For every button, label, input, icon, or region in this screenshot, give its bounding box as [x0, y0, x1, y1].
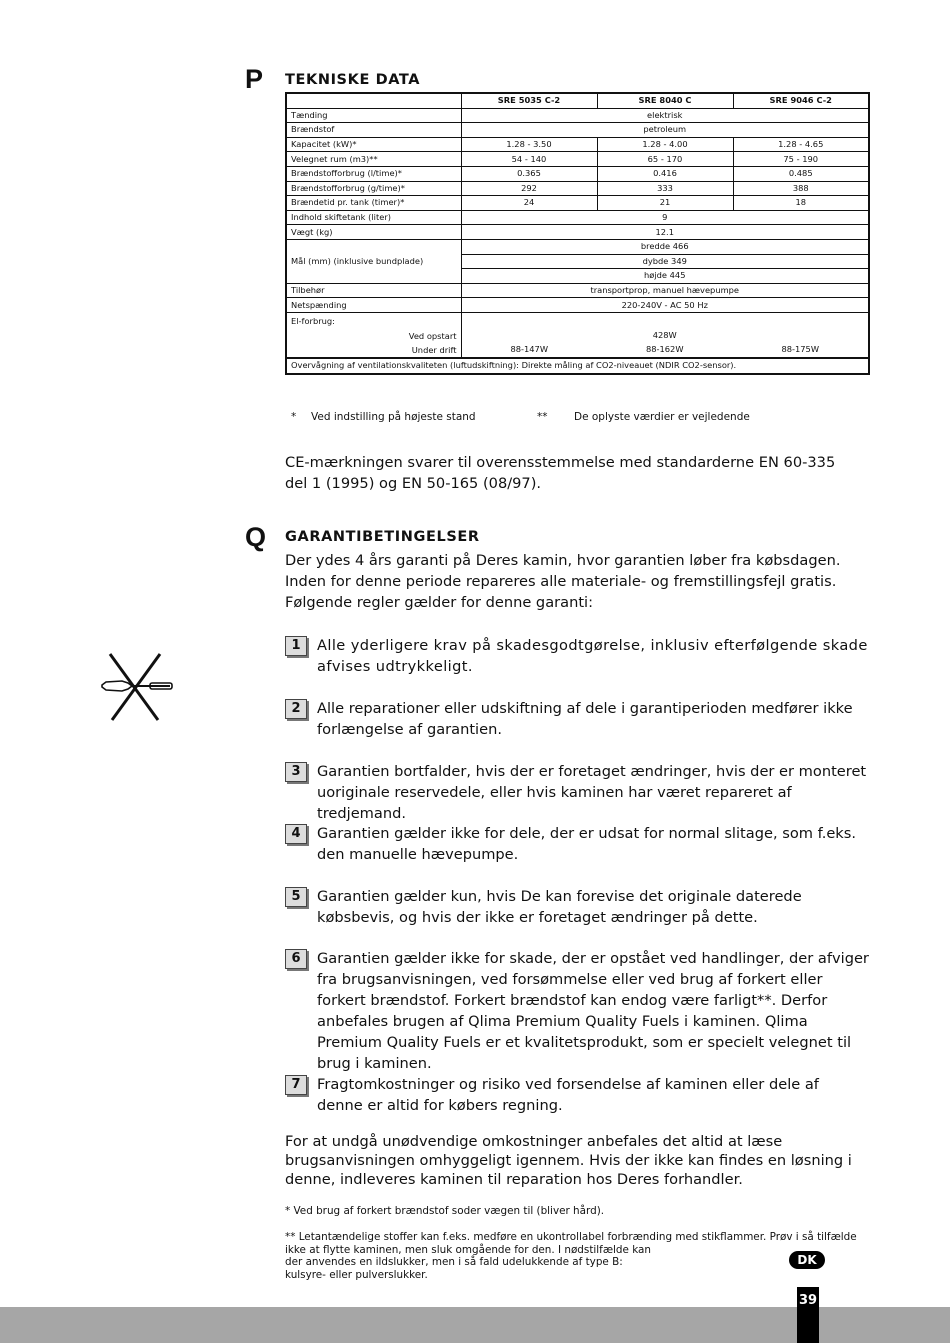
table-row: [286, 239, 869, 254]
cell-value: 88-162W: [645, 343, 684, 354]
flammable-note: [285, 1231, 875, 1281]
cell-value: 88-147W: [510, 343, 549, 354]
technical-data-table: [285, 92, 870, 375]
table-row: [286, 298, 869, 313]
row-label: Netspænding: [286, 298, 461, 313]
cell-value: 24: [461, 196, 597, 211]
cell-value: 0.416: [597, 166, 733, 181]
sub-label: Under drift: [411, 344, 457, 355]
cell-value: 75 - 190: [733, 152, 869, 167]
row-label: Brændstof: [286, 123, 461, 138]
cell-value: 12.1: [461, 225, 869, 240]
item-number-6: 6: [285, 949, 307, 969]
table-row: [286, 358, 869, 374]
table-row: [286, 137, 869, 152]
table-row: [286, 196, 869, 211]
ventilation-monitoring-note: Overvågning af ventilationskvaliteten (luftudskiftning): Direkte måling af CO2-niveauet (NDIR CO2-sensor).: [286, 358, 869, 374]
closing-advice: For at undgå unødvendige omkostninger anbefales det altid at læse brugsanvisningen omhyggeligt igennem. Hvis der ikke kan findes en løsning i denne, indleveres kaminen til reparation hos Deres forhandler.: [285, 1133, 852, 1188]
table-row: [286, 225, 869, 240]
row-label: Tilbehør: [286, 283, 461, 298]
cell-value: 9: [461, 210, 869, 225]
footnote-text: Ved indstilling på højeste stand: [311, 411, 476, 423]
cell-value: 388: [733, 181, 869, 196]
table-row: [286, 166, 869, 181]
cell-value: 220-240V - AC 50 Hz: [461, 298, 869, 313]
ce-statement: CE-mærkningen svarer til overensstemmelse med standarderne EN 60-335 del 1 (1995) og EN 50-165 (08/97).: [285, 454, 836, 492]
elforbrug-label-cell: [286, 312, 461, 358]
table-row: [286, 312, 869, 358]
row-label: Brændstofforbrug (g/time)*: [286, 181, 461, 196]
under-drift-values: [462, 342, 869, 356]
cell-value: bredde 466: [461, 239, 869, 254]
item-number-7: 7: [285, 1075, 307, 1095]
cell-value: 1.28 - 3.50: [461, 137, 597, 152]
table-row: [286, 210, 869, 225]
no-repair-screwdriver-icon: [98, 652, 178, 724]
warranty-intro: Der ydes 4 års garanti på Deres kamin, hvor garantien løber fra købsdagen. Inden for denne periode repareres alle materiale- og fremstillingsfejl gratis. Følgende regler gælder for denne garanti:: [285, 552, 841, 611]
cell-value: 65 - 170: [597, 152, 733, 167]
item-number-1: 1: [285, 636, 307, 656]
table-row: [286, 123, 869, 138]
cell-value: 21: [597, 196, 733, 211]
cell-value: 0.485: [733, 166, 869, 181]
item-number-4: 4: [285, 824, 307, 844]
model-header: SRE 8040 C: [597, 93, 733, 108]
table-row: [286, 108, 869, 123]
footnote-mark: **: [537, 411, 548, 423]
elforbrug-values-cell: [461, 312, 869, 358]
warranty-item-3: Garantien bortfalder, hvis der er foretaget ændringer, hvis der er monteret uoriginale reservedele, eller hvis kaminen har været repareret af tredjemand.: [317, 763, 867, 822]
cell-value: dybde 349: [461, 254, 869, 269]
page-number: 39: [797, 1287, 819, 1343]
row-label: El-forbrug:: [291, 315, 335, 326]
cell-value: transportprop, manuel hævepumpe: [461, 283, 869, 298]
warranty-item-6: Garantien gælder ikke for skade, der er opstået ved handlinger, der afviger fra brugsanvisningen, ved forsømmelse eller ved brug af forkert eller forkert brændstof. Forkert brændstof kan endog være farligt**. Derfor anbefales brugen af Qlima Premium Quality Fuels i kaminen. Qlima Premium Quality Fuels er et kvalitetsprodukt, som er specielt velegnet til brug i kaminen.: [317, 950, 869, 1072]
table-row: [286, 152, 869, 167]
cell-value: elektrisk: [461, 108, 869, 123]
row-label: Brændetid pr. tank (timer)*: [286, 196, 461, 211]
note-line: ikke at flytte kaminen, men sluk omgående for den. I nødstilfælde kan: [285, 1243, 651, 1256]
row-label: Velegnet rum (m3)**: [286, 152, 461, 167]
section-title-garantibetingelser: GARANTIBETINGELSER: [285, 529, 480, 545]
cell-value: petroleum: [461, 123, 869, 138]
sub-label: Ved opstart: [408, 330, 457, 341]
cell-value: 0.365: [461, 166, 597, 181]
warranty-item-1: Alle yderligere krav på skadesgodtgørelse, inklusiv efterfølgende skade afvises udtrykkeligt.: [317, 637, 868, 675]
item-number-3: 3: [285, 762, 307, 782]
item-number-2: 2: [285, 699, 307, 719]
row-label: Kapacitet (kW)*: [286, 137, 461, 152]
model-header: SRE 5035 C-2: [461, 93, 597, 108]
warranty-item-4: Garantien gælder ikke for dele, der er udsat for normal slitage, som f.eks. den manuelle hævepumpe.: [317, 825, 856, 863]
warranty-item-7: Fragtomkostninger og risiko ved forsendelse af kaminen eller dele af denne er altid for købers regning.: [317, 1076, 819, 1114]
cell-value: 54 - 140: [461, 152, 597, 167]
table-row: [286, 181, 869, 196]
footnote-mark: *: [291, 411, 297, 423]
warranty-item-2: Alle reparationer eller udskiftning af dele i garantiperioden medfører ikke forlængelse af garantien.: [317, 700, 853, 738]
row-label: Mål (mm) (inklusive bundplade): [286, 239, 461, 283]
cell-value: 333: [597, 181, 733, 196]
fuel-note: * Ved brug af forkert brændstof soder vægen til (bliver hård).: [285, 1205, 605, 1217]
row-label: Vægt (kg): [286, 225, 461, 240]
table-corner-cell: [286, 93, 461, 108]
language-badge: DK: [789, 1251, 825, 1269]
model-header: SRE 9046 C-2: [733, 93, 869, 108]
section-letter-q: Q: [245, 522, 267, 552]
item-number-5: 5: [285, 887, 307, 907]
row-label: Brændstofforbrug (l/time)*: [286, 166, 461, 181]
note-line: der anvendes en ildslukker, men i så fald udelukkende af type B:: [285, 1256, 623, 1268]
cell-value: 428W: [652, 329, 677, 340]
section-letter-p: P: [245, 64, 264, 94]
section-title-tekniske-data: TEKNISKE DATA: [285, 72, 421, 88]
warranty-item-5: Garantien gælder kun, hvis De kan forevise det originale daterede købsbevis, og hvis der ikke er foretaget ændringer på dette.: [317, 888, 802, 926]
table-row: [286, 283, 869, 298]
cell-value: højde 445: [461, 269, 869, 284]
note-line: ** Letantændelige stoffer kan f.eks. medføre en ukontrollabel forbrænding med stikflammer. Prøv i så tilfælde: [285, 1231, 857, 1243]
cell-value: 1.28 - 4.65: [733, 137, 869, 152]
table-header-row: [286, 93, 869, 108]
cell-value: 1.28 - 4.00: [597, 137, 733, 152]
cell-value: 18: [733, 196, 869, 211]
cell-value: 88-175W: [781, 343, 820, 354]
footnote-text: De oplyste værdier er vejledende: [574, 411, 750, 423]
note-line: kulsyre- eller pulverslukker.: [285, 1268, 428, 1281]
cell-value: 292: [461, 181, 597, 196]
row-label: Indhold skiftetank (liter): [286, 210, 461, 225]
row-label: Tænding: [286, 108, 461, 123]
